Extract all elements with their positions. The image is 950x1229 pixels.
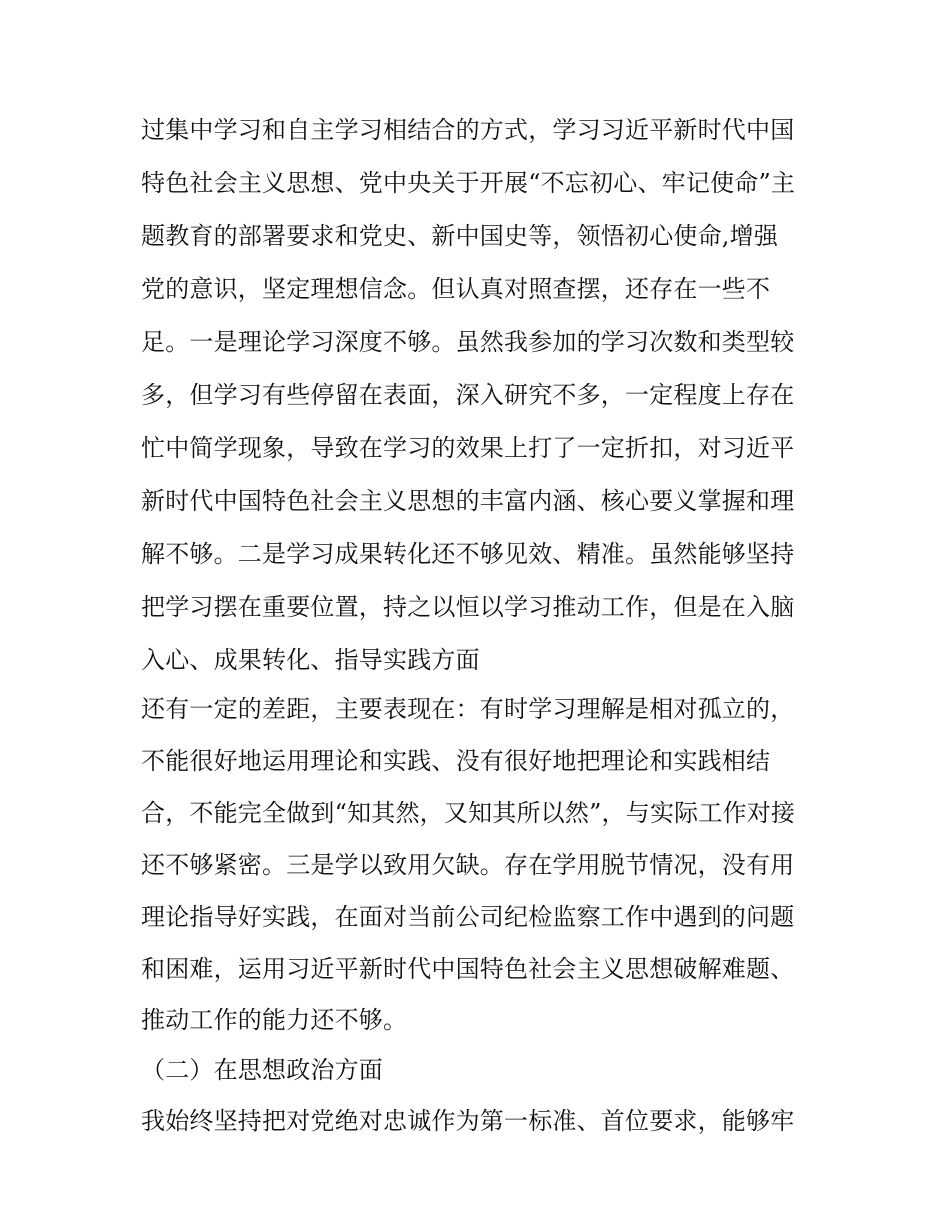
section-heading: （二）在思想政治方面 xyxy=(141,1056,383,1084)
text-line: 还不够紧密。三是学以致用欠缺。存在学用脱节情况，没有用 xyxy=(141,851,795,879)
text-line: 不能很好地运用理论和实践、没有很好地把理论和实践相结 xyxy=(141,747,771,775)
text-line: 入心、成果转化、指导实践方面 xyxy=(141,646,480,674)
text-line: 特色社会主义思想、党中央关于开展“不忘初心、牢记使命”主 xyxy=(141,169,796,197)
text-line: 把学习摆在重要位置，持之以恒以学习推动工作，但是在入脑 xyxy=(141,593,795,621)
text-line: 忙中简学现象，导致在学习的效果上打了一定折扣，对习近平 xyxy=(141,434,795,462)
text-line: 解不够。二是学习成果转化还不够见效、精准。虽然能够坚持 xyxy=(141,540,795,568)
text-line: 理论指导好实践，在面对当前公司纪检监察工作中遇到的问题 xyxy=(141,903,795,931)
text-line: 我始终坚持把对党绝对忠诚作为第一标准、首位要求，能够牢 xyxy=(141,1107,795,1135)
text-line: 足。一是理论学习深度不够。虽然我参加的学习次数和类型较 xyxy=(141,328,795,356)
text-line: 党的意识，坚定理想信念。但认真对照查摆，还存在一些不 xyxy=(141,275,771,303)
text-line: 和困难，运用习近平新时代中国特色社会主义思想破解难题、 xyxy=(141,955,795,983)
text-line: 合，不能完全做到“知其然，又知其所以然”，与实际工作对接 xyxy=(141,799,796,827)
text-line: 多，但学习有些停留在表面，深入研究不多，一定程度上存在 xyxy=(141,381,795,409)
text-line: 还有一定的差距，主要表现在：有时学习理解是相对孤立的， xyxy=(141,695,795,723)
text-line: 新时代中国特色社会主义思想的丰富内涵、核心要义掌握和理 xyxy=(141,487,795,515)
text-line: 过集中学习和自主学习相结合的方式，学习习近平新时代中国 xyxy=(141,116,795,144)
text-line: 推动工作的能力还不够。 xyxy=(141,1006,408,1034)
text-line: 题教育的部署要求和党史、新中国史等，领悟初心使命,增强 xyxy=(141,222,779,250)
